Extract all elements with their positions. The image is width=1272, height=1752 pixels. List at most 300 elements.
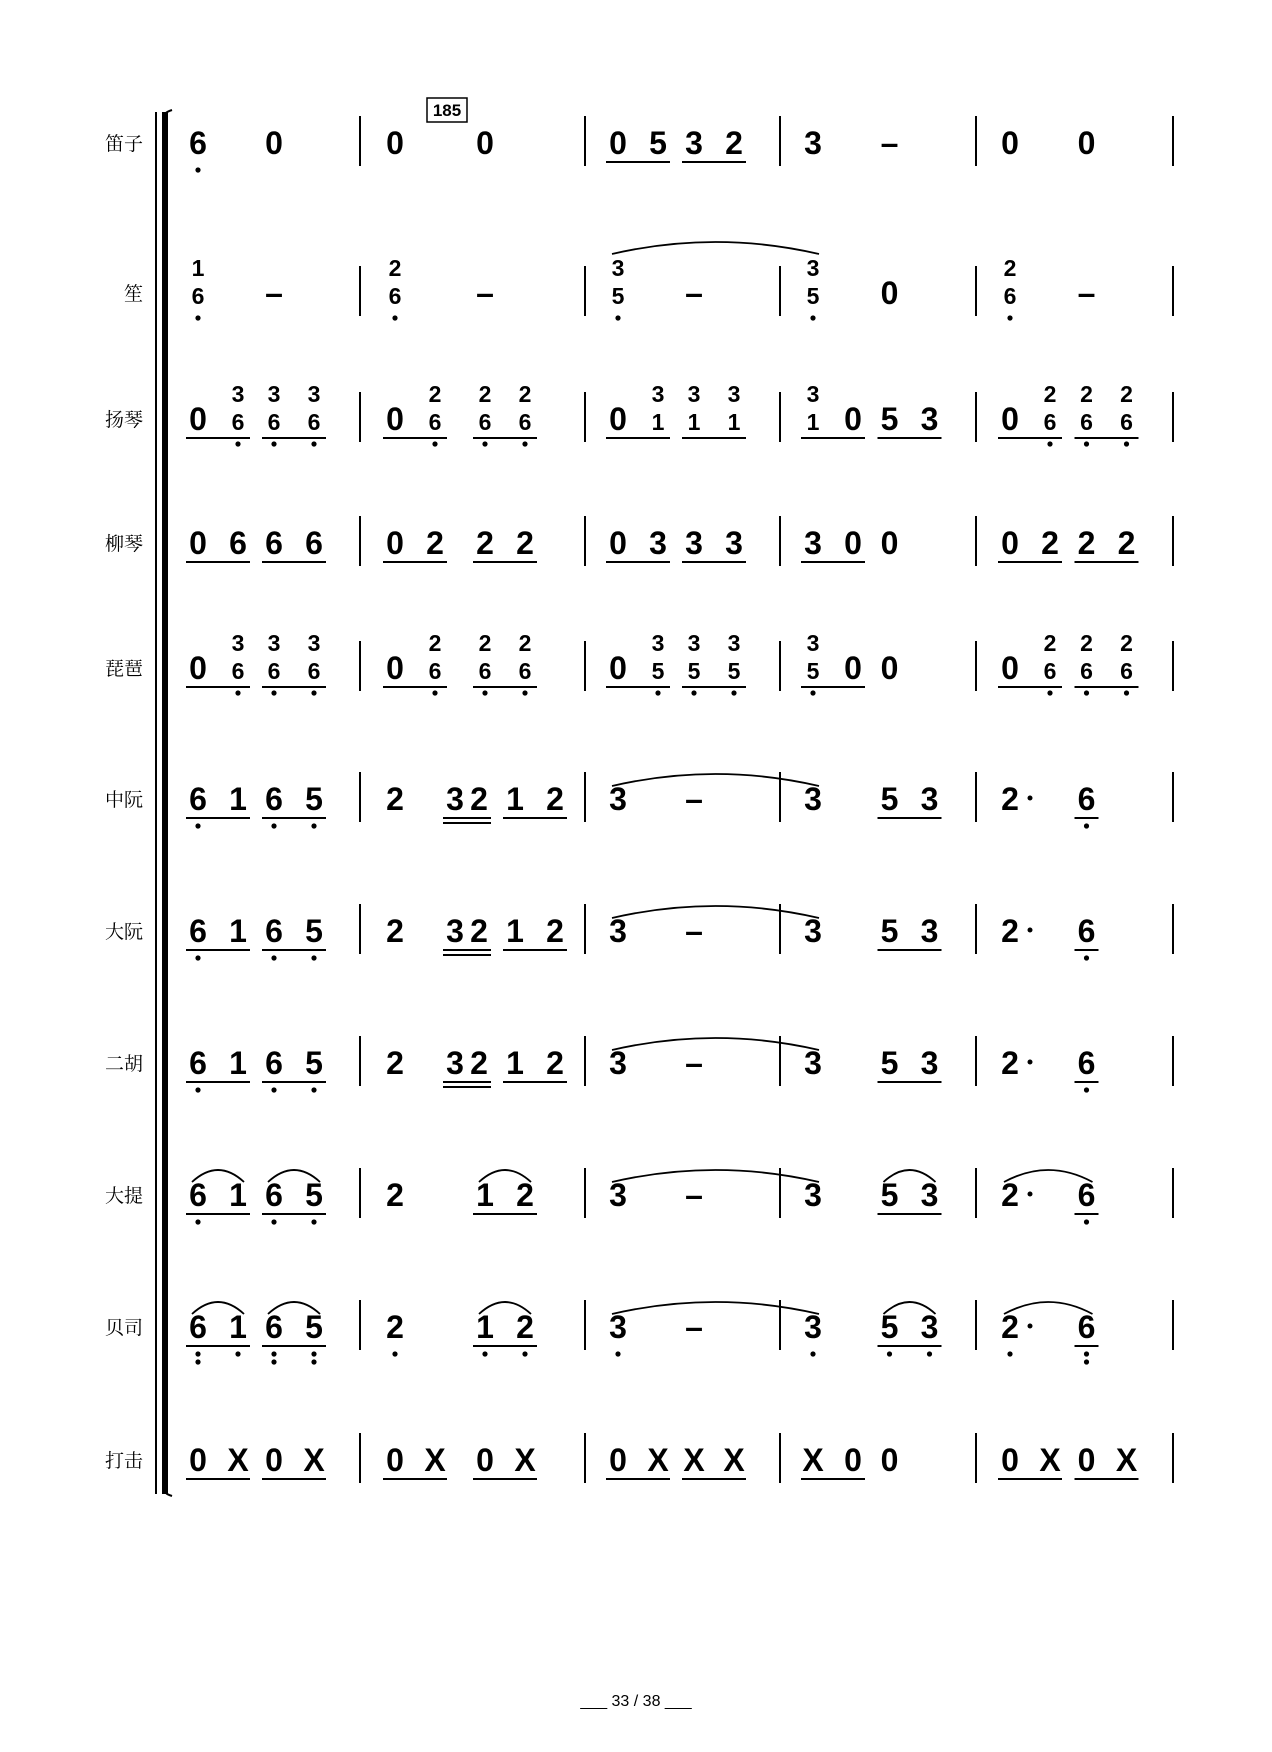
- chord-top: 2: [518, 381, 532, 407]
- note: X: [227, 1442, 249, 1478]
- measure: [386, 781, 567, 823]
- octave-dot: [195, 315, 200, 320]
- chord-note: 6: [518, 658, 532, 684]
- staff-row: [186, 1433, 1173, 1483]
- chord-note: 6: [388, 283, 402, 309]
- note: 0: [880, 275, 899, 311]
- note: 1: [506, 1045, 524, 1081]
- note: 0: [1001, 525, 1019, 561]
- octave-dot: [195, 1351, 200, 1356]
- measure: [386, 1045, 567, 1087]
- octave-dot: [195, 955, 200, 960]
- instrument-name: 笛子: [104, 133, 143, 155]
- octave-dot: [482, 1351, 487, 1356]
- measure: [383, 525, 537, 562]
- note: 6: [1077, 913, 1096, 949]
- note: 2: [476, 525, 494, 561]
- measure: [609, 1309, 703, 1357]
- octave-dot: [1124, 441, 1129, 446]
- dash-sustain: –: [685, 1309, 703, 1345]
- octave-dot: [927, 1351, 932, 1356]
- note: 3: [804, 781, 822, 817]
- octave-dot: [522, 441, 527, 446]
- measure: [801, 381, 942, 438]
- measure: [998, 630, 1139, 696]
- note: X: [683, 1442, 705, 1478]
- staff-row: [186, 904, 1173, 961]
- instrument-name: 扬琴: [104, 409, 143, 431]
- chord-top: 2: [388, 255, 402, 281]
- augmentation-dot: [1028, 928, 1033, 933]
- note: 0: [1077, 1442, 1096, 1478]
- note: 6: [189, 1309, 207, 1345]
- measure: [801, 1442, 898, 1479]
- note: 2: [1041, 525, 1059, 561]
- measure: [1001, 913, 1098, 961]
- octave-dot: [195, 1087, 200, 1092]
- note: 6: [265, 1177, 283, 1213]
- instrument-name: 打击: [104, 1450, 143, 1472]
- note: 0: [880, 1442, 899, 1478]
- chord-note: 6: [191, 283, 205, 309]
- chord-note: 6: [1080, 409, 1093, 435]
- measure: [998, 525, 1139, 562]
- staff-row: [186, 772, 1173, 829]
- measure: [801, 630, 898, 696]
- note: 6: [1077, 781, 1096, 817]
- staff-row: [186, 1168, 1173, 1225]
- octave-dot: [1084, 441, 1089, 446]
- note: 5: [305, 913, 323, 949]
- note: 0: [189, 525, 207, 561]
- octave-dot: [235, 690, 240, 695]
- measure: [383, 1442, 537, 1479]
- chord-top: 2: [428, 630, 442, 656]
- chord-note: 1: [687, 409, 701, 435]
- chord-top: 3: [231, 381, 245, 407]
- note: 2: [1001, 1177, 1019, 1213]
- dash-sustain: –: [685, 1177, 703, 1213]
- measure: [386, 125, 494, 161]
- measure: [186, 525, 326, 562]
- measure: [804, 1309, 941, 1357]
- octave-dot: [235, 441, 240, 446]
- octave-dot: [522, 690, 527, 695]
- note: 2: [516, 1309, 534, 1345]
- note: 0: [189, 401, 207, 437]
- octave-dot: [195, 823, 200, 828]
- note: 3: [920, 913, 939, 949]
- octave-dot: [887, 1351, 892, 1356]
- note: 3: [725, 525, 743, 561]
- instrument-name: 二胡: [104, 1053, 143, 1075]
- note: 5: [305, 1045, 323, 1081]
- note: 5: [880, 1177, 899, 1213]
- note: X: [424, 1442, 446, 1478]
- instrument-name: 柳琴: [104, 533, 143, 555]
- octave-dot: [522, 1351, 527, 1356]
- staff-row: [192, 242, 1173, 321]
- measure: [801, 525, 898, 562]
- octave-dot: [271, 441, 276, 446]
- chord-note: 6: [231, 409, 245, 435]
- octave-dot: [311, 441, 316, 446]
- page-number: ___ 33 / 38 ___: [580, 1693, 692, 1710]
- octave-dot: [432, 690, 437, 695]
- note: 6: [189, 1177, 207, 1213]
- measure: [186, 1309, 326, 1365]
- note: 0: [844, 525, 862, 561]
- chord-note: 6: [1120, 658, 1133, 684]
- note: X: [647, 1442, 669, 1478]
- chord-note: 5: [727, 658, 741, 684]
- octave-dot: [1124, 690, 1129, 695]
- measure: [383, 630, 537, 696]
- slur: [612, 1302, 819, 1314]
- measure: [1001, 125, 1095, 161]
- note: 2: [1001, 1309, 1019, 1345]
- chord-note: 1: [651, 409, 665, 435]
- note: 6: [265, 1045, 283, 1081]
- measure: [609, 913, 703, 949]
- measure: [386, 1177, 537, 1214]
- note: 6: [1077, 1177, 1096, 1213]
- note: 2: [470, 1045, 488, 1081]
- dash-sustain: –: [685, 275, 703, 311]
- measure: [606, 1442, 746, 1479]
- note: 2: [546, 913, 564, 949]
- note: 6: [265, 525, 283, 561]
- note: 2: [386, 913, 404, 949]
- chord-top: 2: [1043, 630, 1057, 656]
- note: 1: [476, 1309, 494, 1345]
- chord-note: 6: [307, 658, 321, 684]
- octave-dot: [432, 441, 437, 446]
- slur: [612, 906, 819, 918]
- note: 3: [804, 1177, 822, 1213]
- chord-top: 3: [267, 630, 281, 656]
- rehearsal-mark-label: 185: [432, 101, 462, 120]
- octave-dot: [311, 1359, 316, 1364]
- note: 2: [546, 1045, 564, 1081]
- augmentation-dot: [1028, 1192, 1033, 1197]
- octave-dot: [810, 690, 815, 695]
- note: 0: [609, 1442, 627, 1478]
- note: 6: [189, 781, 207, 817]
- staff-row: [186, 1300, 1173, 1365]
- chord-top: 3: [806, 381, 820, 407]
- note: 1: [476, 1177, 494, 1213]
- note: 5: [305, 1309, 323, 1345]
- dash-sustain: –: [880, 125, 899, 161]
- note: 3: [685, 125, 703, 161]
- octave-dot: [1084, 1359, 1089, 1364]
- note: 2: [1077, 525, 1096, 561]
- staff-row: [186, 381, 1173, 447]
- chord-note: 6: [428, 658, 442, 684]
- octave-dot: [1007, 315, 1012, 320]
- chord-note: 6: [231, 658, 245, 684]
- instrument-name: 中阮: [104, 789, 143, 811]
- octave-dot: [482, 441, 487, 446]
- measure: [606, 125, 746, 162]
- octave-dot: [271, 1359, 276, 1364]
- instrument-name: 大提: [104, 1185, 143, 1207]
- chord-note: 5: [687, 658, 701, 684]
- measure: [1001, 1045, 1098, 1093]
- note: 0: [609, 650, 627, 686]
- note: 3: [446, 913, 464, 949]
- note: 3: [804, 525, 822, 561]
- octave-dot: [810, 315, 815, 320]
- chord-top: 2: [1080, 630, 1093, 656]
- instrument-name: 琵琶: [104, 658, 143, 680]
- measure: [186, 913, 326, 961]
- measure: [186, 1045, 326, 1093]
- chord-note: 6: [267, 658, 281, 684]
- note: 3: [649, 525, 667, 561]
- measure: [807, 255, 899, 321]
- note: 1: [229, 781, 247, 817]
- slur: [612, 1038, 819, 1050]
- chord-note: 6: [1003, 283, 1017, 309]
- slur: [612, 1170, 819, 1182]
- octave-dot: [271, 1351, 276, 1356]
- note: X: [1039, 1442, 1061, 1478]
- measure: [389, 255, 494, 321]
- octave-dot: [1047, 441, 1052, 446]
- chord-top: 3: [727, 630, 741, 656]
- dash-sustain: –: [1077, 275, 1096, 311]
- chord-top: 3: [307, 381, 321, 407]
- measure: [1001, 1309, 1098, 1365]
- octave-dot: [271, 955, 276, 960]
- instrument-name: 笙: [123, 283, 143, 305]
- note: X: [723, 1442, 745, 1478]
- note: 3: [446, 781, 464, 817]
- note: 0: [265, 1442, 283, 1478]
- chord-top: 3: [231, 630, 245, 656]
- chord-top: 2: [428, 381, 442, 407]
- chord-note: 6: [478, 409, 492, 435]
- instrument-names: [105, 133, 143, 1472]
- note: 2: [1001, 1045, 1019, 1081]
- note: 5: [305, 1177, 323, 1213]
- note: 1: [506, 781, 524, 817]
- staff-row: [186, 516, 1173, 566]
- system-bracket: [156, 110, 172, 1496]
- measure: [383, 381, 537, 447]
- chord-note: 6: [1080, 658, 1093, 684]
- note: 0: [880, 525, 899, 561]
- note: 0: [609, 401, 627, 437]
- note: 0: [609, 125, 627, 161]
- note: 6: [189, 125, 207, 161]
- octave-dot: [235, 1351, 240, 1356]
- note: 0: [386, 525, 404, 561]
- octave-dot: [731, 690, 736, 695]
- measure: [186, 381, 326, 447]
- note: 3: [685, 525, 703, 561]
- note: 0: [609, 525, 627, 561]
- measure: [998, 1442, 1139, 1479]
- slur: [612, 774, 819, 786]
- chord-note: 6: [1120, 409, 1133, 435]
- octave-dot: [691, 690, 696, 695]
- octave-dot: [482, 690, 487, 695]
- note: 0: [1001, 401, 1019, 437]
- chord-note: 6: [267, 409, 281, 435]
- note: 3: [609, 1309, 627, 1345]
- note: 1: [229, 1177, 247, 1213]
- note: 5: [305, 781, 323, 817]
- dash-sustain: –: [685, 913, 703, 949]
- octave-dot: [271, 1219, 276, 1224]
- measure: [606, 630, 746, 696]
- chord-top: 2: [1120, 630, 1133, 656]
- staff-row: [186, 1036, 1173, 1093]
- note: 0: [386, 1442, 404, 1478]
- dash-sustain: –: [476, 275, 494, 311]
- measure: [609, 781, 703, 817]
- note: 0: [1001, 1442, 1019, 1478]
- note: 2: [426, 525, 444, 561]
- note: 2: [470, 781, 488, 817]
- note: X: [303, 1442, 325, 1478]
- instrument-name: 贝司: [104, 1317, 143, 1339]
- note: 0: [189, 650, 207, 686]
- measure: [186, 1177, 326, 1225]
- chord-top: 2: [478, 381, 492, 407]
- dash-sustain: –: [685, 781, 703, 817]
- chord-top: 3: [611, 255, 625, 281]
- note: 6: [189, 913, 207, 949]
- octave-dot: [392, 315, 397, 320]
- measure: [804, 1045, 941, 1082]
- augmentation-dot: [1028, 1324, 1033, 1329]
- chord-note: 6: [428, 409, 442, 435]
- measure: [189, 125, 283, 173]
- note: 3: [920, 401, 939, 437]
- note: 0: [386, 125, 404, 161]
- note: 3: [920, 1045, 939, 1081]
- note: 2: [1117, 525, 1136, 561]
- note: 0: [189, 1442, 207, 1478]
- note: 0: [1001, 125, 1019, 161]
- note: 3: [804, 913, 822, 949]
- chord-note: 6: [1043, 409, 1057, 435]
- note: 1: [229, 913, 247, 949]
- note: 2: [546, 781, 564, 817]
- chord-note: 6: [478, 658, 492, 684]
- measure: [1001, 781, 1098, 829]
- measure: [192, 255, 283, 321]
- chord-top: 2: [1043, 381, 1057, 407]
- note: 6: [265, 913, 283, 949]
- note: 0: [476, 1442, 494, 1478]
- note: 5: [880, 1045, 899, 1081]
- chord-note: 6: [518, 409, 532, 435]
- note: 3: [920, 1309, 939, 1345]
- note: 5: [649, 125, 667, 161]
- octave-dot: [271, 690, 276, 695]
- note: 6: [229, 525, 247, 561]
- octave-dot: [311, 955, 316, 960]
- note: 0: [844, 650, 862, 686]
- chord-note: 6: [1043, 658, 1057, 684]
- chord-top: 3: [806, 255, 820, 281]
- chord-top: 3: [727, 381, 741, 407]
- octave-dot: [615, 315, 620, 320]
- measure: [998, 381, 1139, 447]
- note: 5: [880, 781, 899, 817]
- chord-note: 6: [307, 409, 321, 435]
- staff-row: [189, 116, 1173, 173]
- note: 2: [386, 781, 404, 817]
- note: 6: [1077, 1045, 1096, 1081]
- note: 0: [1001, 650, 1019, 686]
- octave-dot: [311, 1219, 316, 1224]
- note: 2: [386, 1309, 404, 1345]
- note: 0: [844, 401, 862, 437]
- rehearsal-mark: [427, 98, 467, 122]
- chord-top: 2: [1080, 381, 1093, 407]
- measure: [186, 630, 326, 696]
- note: 5: [880, 401, 899, 437]
- measure: [386, 1309, 537, 1357]
- measure: [1004, 255, 1096, 321]
- instrument-name: 大阮: [104, 921, 143, 943]
- octave-dot: [311, 1087, 316, 1092]
- chord-top: 2: [478, 630, 492, 656]
- dash-sustain: –: [265, 275, 283, 311]
- note: 0: [386, 401, 404, 437]
- octave-dot: [1084, 690, 1089, 695]
- note: 2: [1001, 913, 1019, 949]
- octave-dot: [271, 823, 276, 828]
- octave-dot: [1084, 955, 1089, 960]
- measure: [186, 781, 326, 829]
- note: 3: [804, 125, 822, 161]
- note: 5: [880, 1309, 899, 1345]
- note: 6: [305, 525, 323, 561]
- note: 0: [265, 125, 283, 161]
- octave-dot: [311, 823, 316, 828]
- note: 1: [229, 1309, 247, 1345]
- chord-note: 5: [651, 658, 665, 684]
- octave-dot: [195, 1359, 200, 1364]
- note: 6: [265, 781, 283, 817]
- measure: [1001, 1177, 1098, 1225]
- measure: [804, 913, 941, 950]
- note: 2: [386, 1177, 404, 1213]
- chord-top: 3: [687, 381, 701, 407]
- note: 1: [506, 913, 524, 949]
- octave-dot: [1047, 690, 1052, 695]
- measure: [804, 1177, 941, 1214]
- octave-dot: [195, 167, 200, 172]
- octave-dot: [1084, 1351, 1089, 1356]
- octave-dot: [311, 1351, 316, 1356]
- note: 0: [880, 650, 899, 686]
- note: 6: [1077, 1309, 1096, 1345]
- staff-row: [186, 630, 1173, 696]
- note: 6: [265, 1309, 283, 1345]
- chord-top: 1: [191, 255, 205, 281]
- octave-dot: [1084, 823, 1089, 828]
- note: 0: [844, 1442, 862, 1478]
- dash-sustain: –: [685, 1045, 703, 1081]
